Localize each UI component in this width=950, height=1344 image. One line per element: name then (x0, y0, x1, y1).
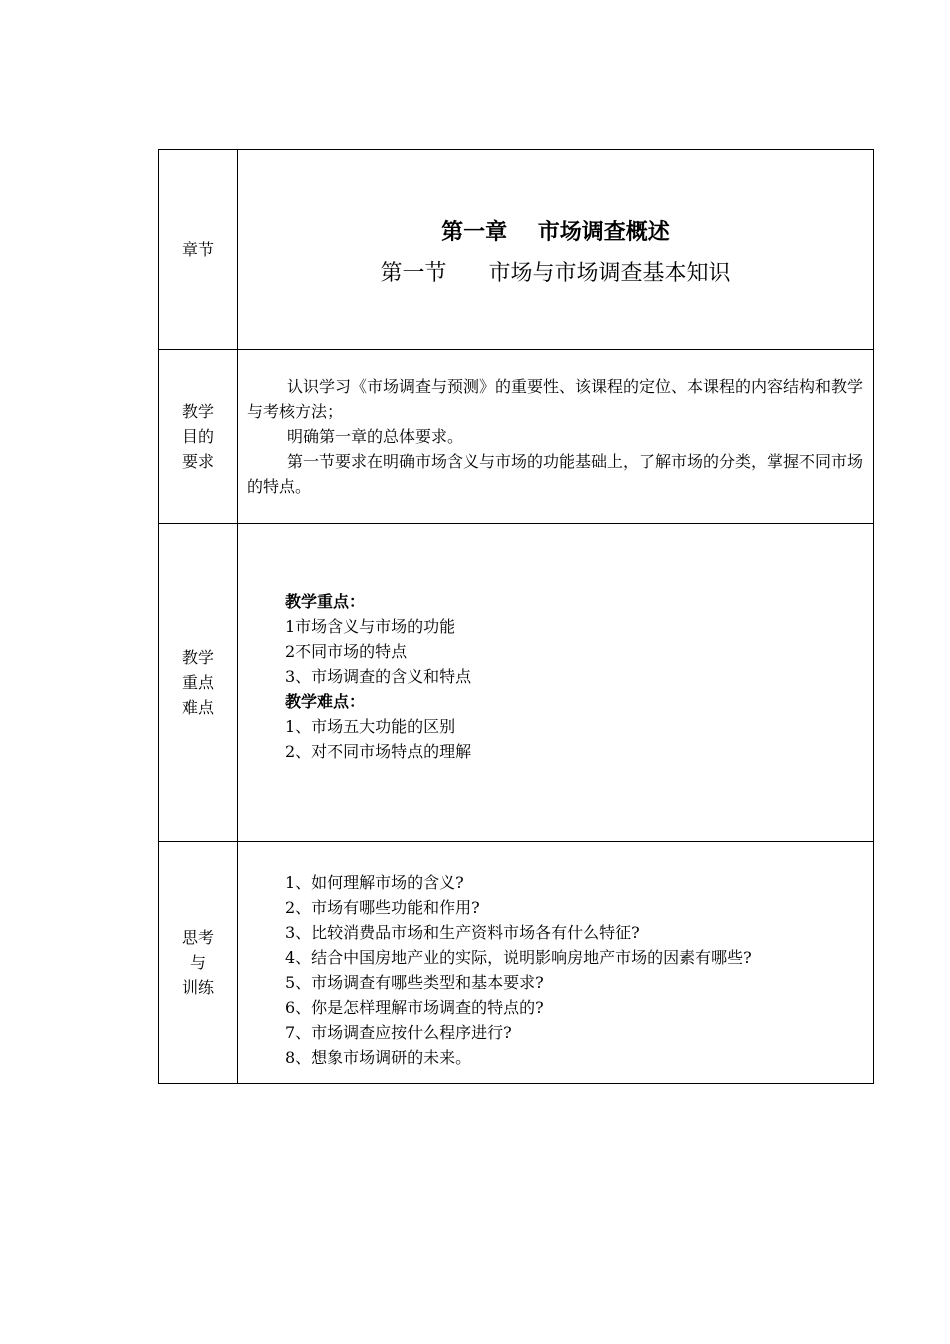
focus-content-cell (238, 524, 874, 842)
chapter-label: 章节 (181, 240, 214, 259)
think-row (159, 842, 874, 1084)
think-label-line: 与 (189, 953, 206, 972)
focus-label-line: 重点 (181, 673, 214, 692)
think-content-cell (238, 842, 874, 1084)
focus-label-line: 难点 (181, 698, 214, 717)
goals-content-cell (238, 350, 874, 524)
question-item: 6、你是怎样理解市场调查的特点的? (285, 997, 544, 1017)
focus-label-cell (159, 524, 238, 842)
think-label-line: 训练 (181, 978, 214, 997)
key-points-heading: 教学重点： (285, 592, 366, 611)
lesson-plan-table (158, 149, 874, 1084)
chapter-label-cell (159, 150, 238, 350)
think-label-cell (159, 842, 238, 1084)
think-label-line: 思考 (181, 928, 214, 947)
key-point-item: 1市场含义与市场的功能 (285, 617, 456, 636)
question-item: 7、市场调查应按什么程序进行? (285, 1022, 512, 1042)
goals-paragraph: 认识学习《市场调查与预测》的重要性、该课程的定位、本课程的内容结构和教学与考核方法； (247, 377, 864, 421)
question-item: 2、市场有哪些功能和作用? (285, 897, 480, 917)
question-item: 3、比较消费品市场和生产资料市场各有什么特征? (285, 922, 640, 942)
goals-paragraph: 明确第一章的总体要求。 (287, 427, 464, 446)
section-title: 第一节 市场与市场调查基本知识 (380, 260, 731, 286)
chapter-title: 第一章 市场调查概述 (441, 218, 670, 245)
difficult-points-heading: 教学难点： (285, 692, 366, 711)
difficult-point-item: 2、对不同市场特点的理解 (285, 742, 472, 761)
goals-paragraph: 第一节要求在明确市场含义与市场的功能基础上，了解市场的分类，掌握不同市场的特点。 (247, 452, 864, 496)
question-item: 1、如何理解市场的含义? (285, 872, 464, 892)
difficult-point-item: 1、市场五大功能的区别 (285, 717, 456, 736)
goals-label-line: 目的 (181, 427, 214, 446)
question-item: 8、想象市场调研的未来。 (285, 1047, 472, 1067)
goals-label-cell (159, 350, 238, 524)
focus-row (159, 524, 874, 842)
think-list (238, 870, 873, 1070)
focus-list (238, 589, 873, 764)
question-item: 4、结合中国房地产业的实际，说明影响房地产市场的因素有哪些? (285, 947, 752, 967)
goals-text (238, 374, 873, 499)
goals-label-line: 教学 (181, 402, 214, 421)
question-item: 5、市场调查有哪些类型和基本要求? (285, 972, 544, 992)
chapter-row (159, 150, 874, 350)
key-point-item: 2不同市场的特点 (285, 642, 408, 661)
key-point-item: 3、市场调查的含义和特点 (285, 667, 472, 686)
chapter-content-cell (238, 150, 874, 350)
goals-row (159, 350, 874, 524)
goals-label-line: 要求 (181, 452, 214, 471)
focus-label-line: 教学 (181, 648, 214, 667)
